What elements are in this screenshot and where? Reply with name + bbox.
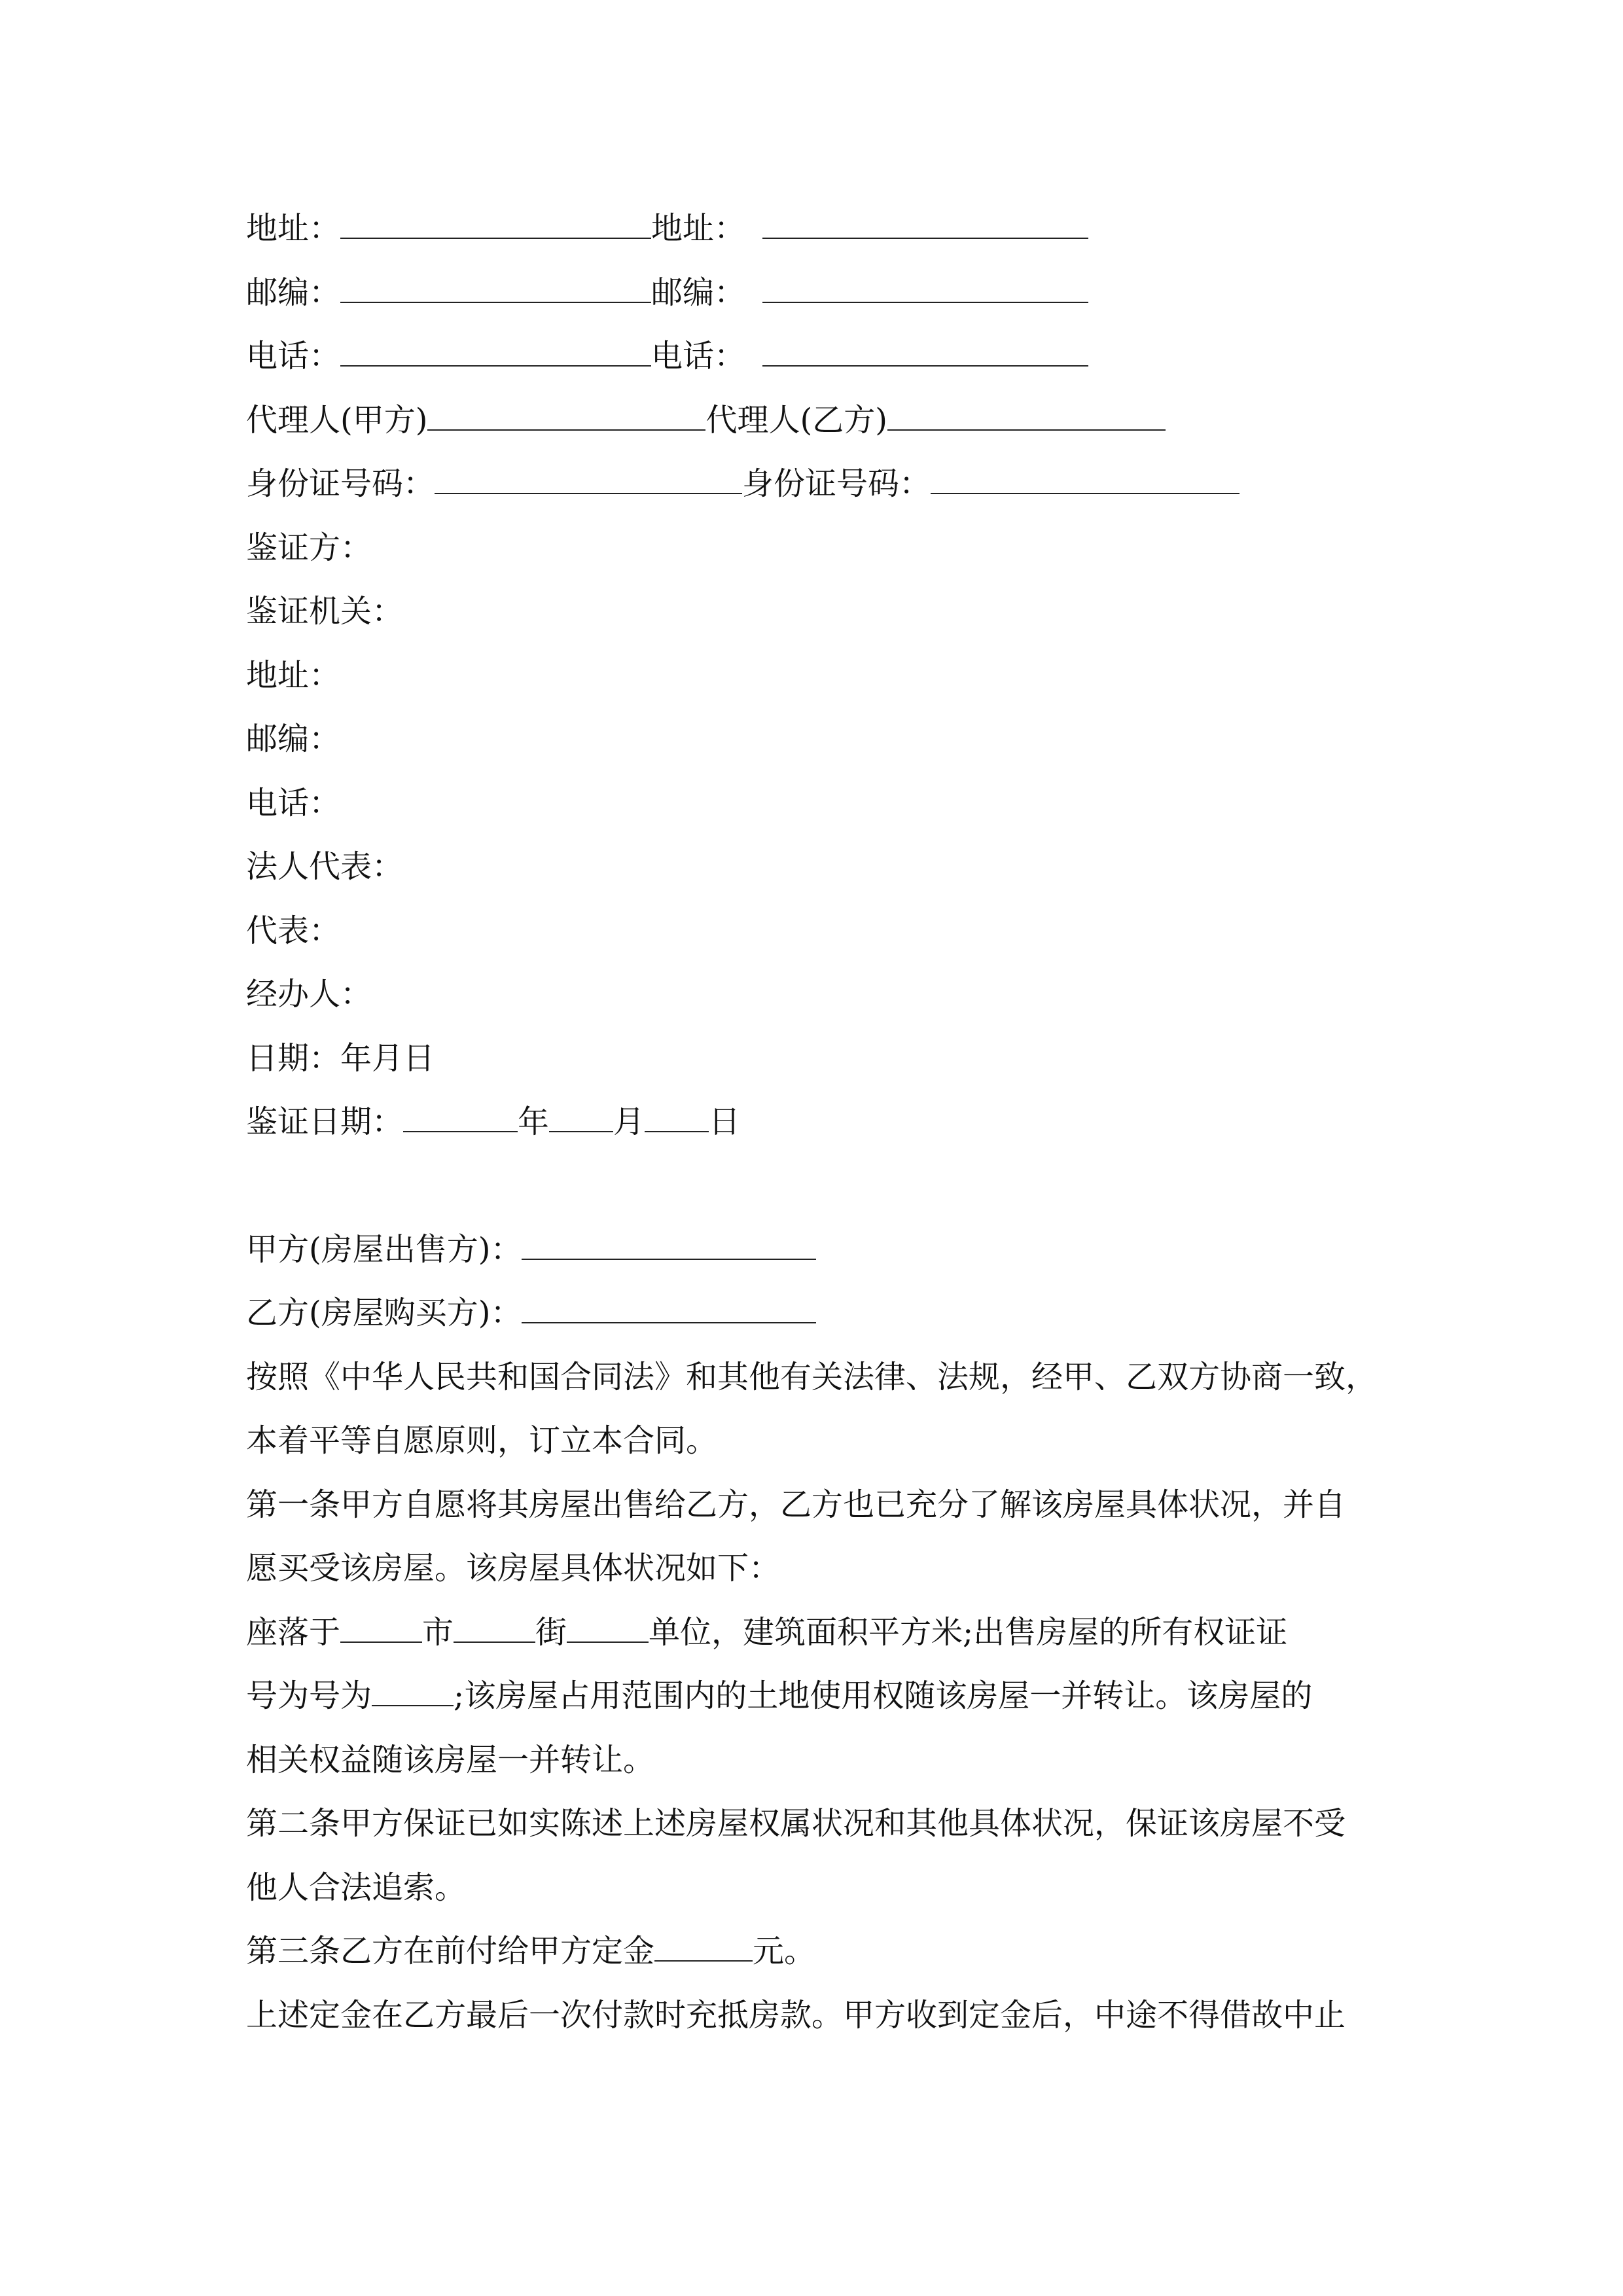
article-3-prefix: 第三条乙方在前付给甲方定金 <box>246 1933 655 1969</box>
notary-handler: 经办人： <box>246 976 372 1013</box>
postcode-blank-a[interactable] <box>340 273 651 303</box>
article-3-unit: 元。 <box>753 1933 816 1969</box>
notary-legal-rep: 法人代表： <box>246 848 404 885</box>
article-1-line-2: 愿买受该房屋。该房屋具体状况如下： <box>246 1550 781 1587</box>
city-label: 市 <box>422 1614 454 1651</box>
deposit-blank[interactable] <box>654 1931 753 1962</box>
location-row <box>246 1600 1287 1664</box>
notary-date-fill-row <box>246 1090 740 1154</box>
notary-date: 日期：年月日 <box>246 1040 435 1077</box>
article-2-line-1: 第二条甲方保证已如实陈述上述房屋权属状况和其他具体状况，保证该房屋不受 <box>246 1805 1346 1842</box>
seller-row <box>246 1217 816 1282</box>
notary-postcode: 邮编： <box>246 721 341 757</box>
day-blank[interactable] <box>645 1102 709 1132</box>
postcode-label-b: 邮编： <box>651 274 746 311</box>
article-3-row <box>246 1919 815 1983</box>
street-blank[interactable] <box>454 1613 535 1643</box>
buyer-blank[interactable] <box>522 1293 816 1323</box>
notary-party: 鉴证方： <box>246 529 372 566</box>
intro-line-2: 本着平等自愿原则，订立本合同。 <box>246 1422 718 1459</box>
agent-a-label: 代理人(甲方) <box>246 402 428 439</box>
phone-blank-b[interactable] <box>762 336 1088 367</box>
unit-rest: 单位，建筑面积平方米;出售房屋的所有权证证 <box>649 1614 1288 1651</box>
id-label-b: 身份证号码： <box>742 465 931 502</box>
unit-blank[interactable] <box>567 1613 649 1643</box>
id-label-a: 身份证号码： <box>246 465 435 502</box>
postcode-label-a: 邮编： <box>246 274 341 311</box>
city-blank[interactable] <box>340 1613 422 1643</box>
cert-rest: ;该房屋占用范围内的土地使用权随该房屋一并转让。该房屋的 <box>454 1677 1313 1714</box>
day-label: 日 <box>709 1103 741 1140</box>
cert-prefix: 号为号为 <box>246 1677 372 1714</box>
address-row <box>246 196 1088 260</box>
address-label-a: 地址： <box>246 210 341 247</box>
agent-row <box>246 388 1166 452</box>
postcode-blank-b[interactable] <box>762 273 1088 303</box>
notary-date-label: 鉴证日期： <box>246 1103 404 1140</box>
buyer-label: 乙方(房屋购买方)： <box>246 1295 522 1331</box>
location-prefix: 座落于 <box>246 1614 341 1651</box>
street-label: 街 <box>535 1614 567 1651</box>
notary-phone: 电话： <box>246 785 341 821</box>
cert-blank[interactable] <box>372 1676 454 1706</box>
postcode-row <box>246 260 1088 325</box>
agent-a-blank[interactable] <box>427 401 705 431</box>
year-blank[interactable] <box>403 1102 518 1132</box>
address-label-b: 地址： <box>651 210 746 247</box>
phone-label-b: 电话： <box>651 338 746 374</box>
phone-label-a: 电话： <box>246 338 341 374</box>
notary-org: 鉴证机关： <box>246 593 404 630</box>
id-blank-b[interactable] <box>931 464 1240 494</box>
month-label: 月 <box>613 1103 645 1140</box>
phone-blank-a[interactable] <box>340 336 651 367</box>
phone-row <box>246 324 1088 388</box>
address-blank-a[interactable] <box>340 209 651 239</box>
cert-row <box>246 1664 1312 1728</box>
agent-b-blank[interactable] <box>887 401 1166 431</box>
intro-line-1: 按照《中华人民共和国合同法》和其他有关法律、法规，经甲、乙双方协商一致， <box>246 1359 1378 1395</box>
notary-address: 地址： <box>246 657 341 694</box>
rights-line: 相关权益随该房屋一并转让。 <box>246 1742 655 1778</box>
year-label: 年 <box>518 1103 550 1140</box>
article-1-line-1: 第一条甲方自愿将其房屋出售给乙方，乙方也已充分了解该房屋具体状况，并自 <box>246 1486 1346 1523</box>
id-row <box>246 452 1240 516</box>
month-blank[interactable] <box>549 1102 613 1132</box>
deposit-line: 上述定金在乙方最后一次付款时充抵房款。甲方收到定金后，中途不得借故中止 <box>246 1997 1346 2034</box>
seller-blank[interactable] <box>522 1230 816 1260</box>
article-2-line-2: 他人合法追索。 <box>246 1869 467 1906</box>
buyer-row <box>246 1281 816 1345</box>
id-blank-a[interactable] <box>435 464 742 494</box>
seller-label: 甲方(房屋出售方)： <box>246 1231 522 1268</box>
address-blank-b[interactable] <box>762 209 1088 239</box>
notary-rep: 代表： <box>246 912 341 949</box>
agent-b-label: 代理人(乙方) <box>705 402 887 439</box>
